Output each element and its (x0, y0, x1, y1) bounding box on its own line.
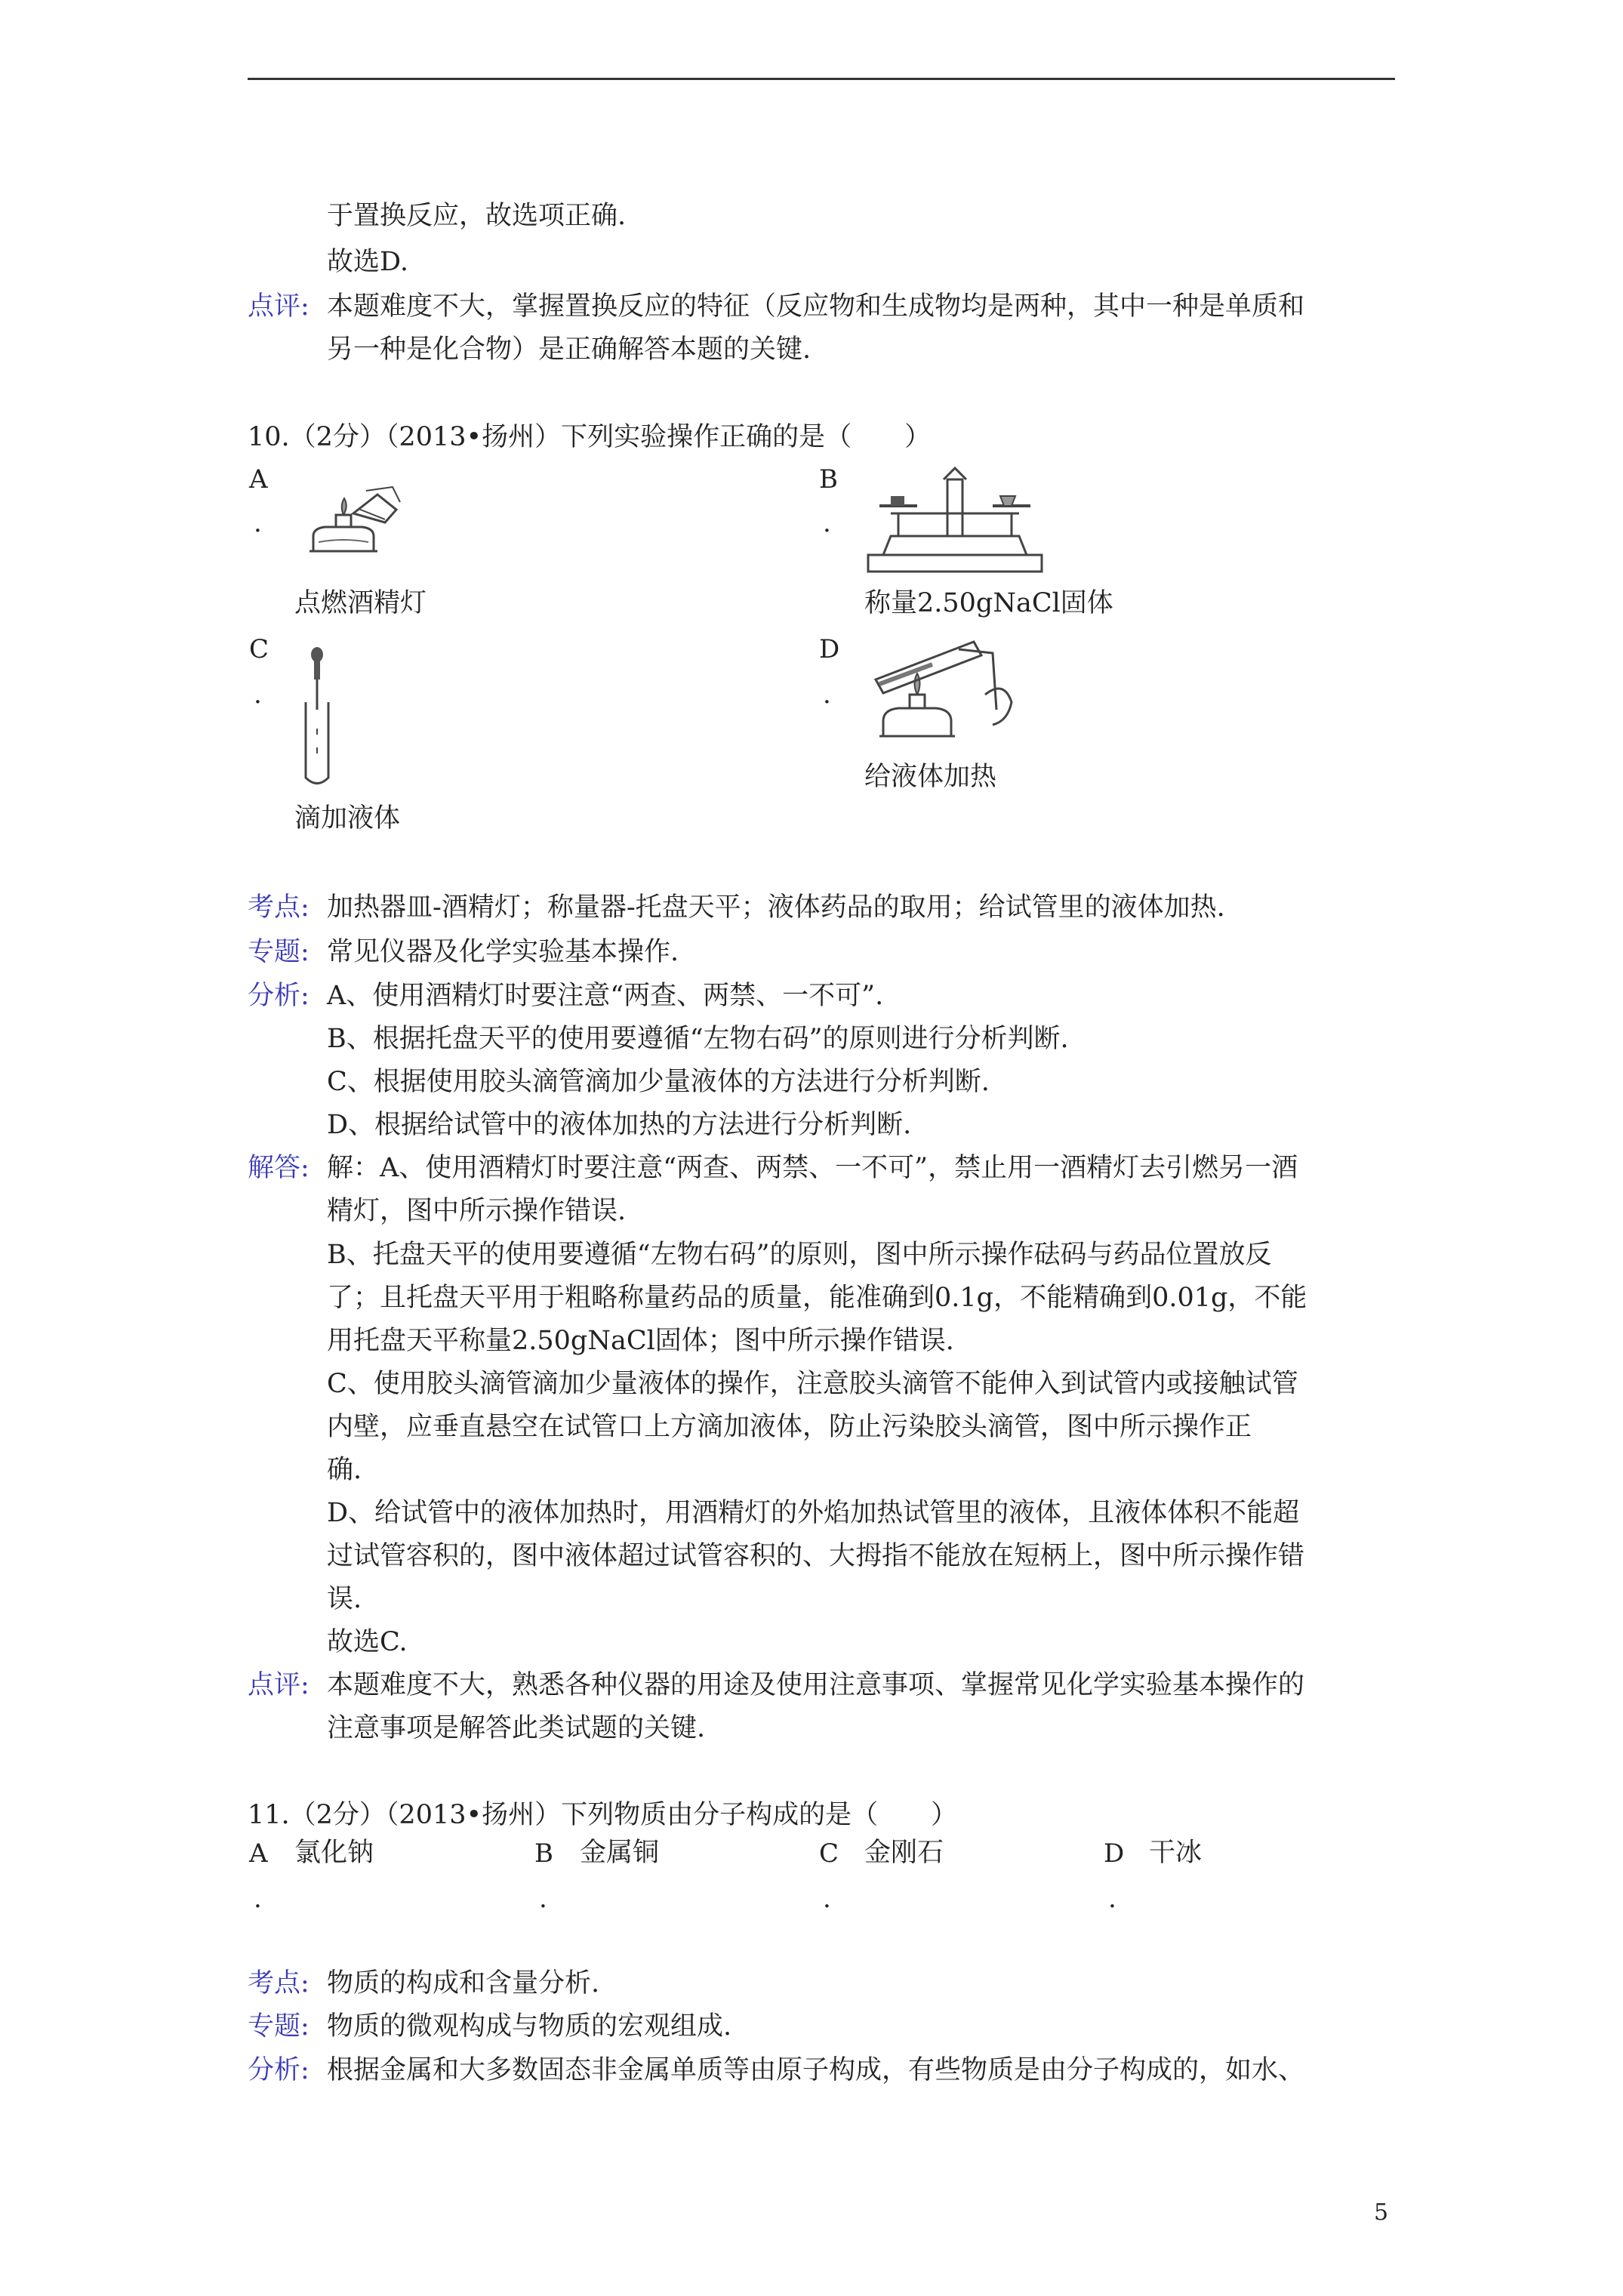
q10-jieda-line: D、给试管中的液体加热时，用酒精灯的外焰加热试管里的液体，且液体体积不能超 (327, 1498, 1300, 1528)
q10-option-d-dot: . (823, 680, 831, 710)
q10-jieda-line: 精灯，图中所示操作错误. (327, 1196, 627, 1226)
prev-comment-tag: 点评: (248, 291, 310, 322)
q10-jieda-line: 确. (327, 1455, 362, 1485)
q11-option-b-text: 金属铜 (580, 1838, 660, 1868)
q10-fenxi-line: D、根据给试管中的液体加热的方法进行分析判断. (327, 1110, 912, 1140)
dropper-test-tube-figure (298, 646, 336, 789)
q11-zhuanti: 物质的微观构成与物质的宏观组成. (327, 2011, 732, 2042)
alcohol-lamp-lighting-figure (294, 476, 408, 566)
balance-scale-figure (861, 464, 1049, 578)
q10-zhuanti: 常见仪器及化学实验基本操作. (327, 937, 679, 967)
q11-zhuanti-tag: 专题: (248, 2011, 310, 2042)
q11-title: 11.（2分）（2013•扬州）下列物质由分子构成的是（ ） (248, 1800, 958, 1830)
q10-jieda-tag: 解答: (248, 1153, 310, 1183)
q10-jieda-line: 误. (327, 1584, 362, 1614)
heating-liquid-figure (861, 634, 1019, 744)
q10-jieda-line: 用托盘天平称量2.50gNaCl固体；图中所示操作错误. (327, 1326, 954, 1356)
prev-comment-line-1: 本题难度不大，掌握置换反应的特征（反应物和生成物均是两种，其中一种是单质和 (327, 291, 1305, 322)
prev-line-1: 于置换反应，故选项正确. (327, 201, 627, 231)
page-number: 5 (1374, 2199, 1389, 2226)
q10-jieda-line: C、使用胶头滴管滴加少量液体的操作，注意胶头滴管不能伸入到试管内或接触试管 (327, 1369, 1298, 1399)
q10-fenxi-line: B、根据托盘天平的使用要遵循“左物右码”的原则进行分析判断. (327, 1024, 1069, 1054)
q10-option-c-letter: C (249, 634, 269, 664)
q10-fenxi-tag: 分析: (248, 981, 310, 1011)
q11-option-a-letter: A (249, 1838, 268, 1869)
q10-option-a-caption: 点燃酒精灯 (294, 588, 427, 618)
q11-option-a-text: 氯化钠 (294, 1838, 374, 1868)
q11-option-b-dot: . (539, 1884, 547, 1914)
q10-option-b-letter: B (819, 464, 838, 495)
q10-option-b-caption: 称量2.50gNaCl固体 (864, 588, 1113, 618)
q10-jieda-line: 解：A、使用酒精灯时要注意“两查、两禁、一不可”，禁止用一酒精灯去引燃另一酒 (327, 1153, 1298, 1183)
q10-dianping-line: 注意事项是解答此类试题的关键. (327, 1713, 706, 1743)
prev-line-2: 故选D. (327, 247, 408, 277)
q11-option-c-letter: C (819, 1838, 839, 1869)
q11-kaodian: 物质的构成和含量分析. (327, 1968, 600, 1999)
q11-option-c-text: 金刚石 (864, 1838, 944, 1868)
q10-dianping-line: 本题难度不大，熟悉各种仪器的用途及使用注意事项、掌握常见化学实验基本操作的 (327, 1670, 1305, 1700)
q10-jieda-line: B、托盘天平的使用要遵循“左物右码”的原则，图中所示操作砝码与药品位置放反 (327, 1240, 1272, 1270)
q10-option-a-dot: . (254, 508, 262, 538)
q11-option-c-dot: . (823, 1884, 831, 1914)
q10-jieda-line: 内壁，应垂直悬空在试管口上方滴加液体，防止污染胶头滴管，图中所示操作正 (327, 1412, 1252, 1442)
q11-option-d-letter: D (1104, 1838, 1125, 1869)
q11-option-d-text: 干冰 (1149, 1838, 1203, 1868)
header-rule (248, 78, 1395, 80)
q10-fenxi-line: A、使用酒精灯时要注意“两查、两禁、一不可”. (327, 981, 884, 1011)
q10-fenxi-line: C、根据使用胶头滴管滴加少量液体的方法进行分析判断. (327, 1067, 990, 1097)
q10-jieda-line: 故选C. (327, 1627, 408, 1657)
q10-option-b-dot: . (823, 508, 831, 538)
q10-jieda-line: 了；且托盘天平用于粗略称量药品的质量，能准确到0.1g，不能精确到0.01g，不能 (327, 1283, 1307, 1313)
q10-title: 10.（2分）（2013•扬州）下列实验操作正确的是（ ） (248, 422, 932, 452)
q10-zhuanti-tag: 专题: (248, 937, 310, 967)
q10-option-c-dot: . (254, 680, 262, 710)
q11-option-d-dot: . (1108, 1884, 1116, 1914)
q10-jieda-line: 过试管容积的，图中液体超过试管容积的、大拇指不能放在短柄上，图中所示操作错 (327, 1541, 1305, 1571)
q10-kaodian: 加热器皿-酒精灯；称量器-托盘天平；液体药品的取用；给试管里的液体加热. (327, 892, 1225, 923)
q10-option-a-letter: A (249, 464, 268, 495)
q11-option-a-dot: . (254, 1884, 262, 1914)
q10-option-c-caption: 滴加液体 (294, 803, 401, 834)
q11-option-b-letter: B (534, 1838, 553, 1869)
q10-kaodian-tag: 考点: (248, 892, 310, 923)
q10-option-d-caption: 给液体加热 (864, 762, 997, 792)
q11-fenxi: 根据金属和大多数固态非金属单质等由原子构成，有些物质是由分子构成的，如水、 (327, 2055, 1305, 2085)
prev-comment-line-2: 另一种是化合物）是正确解答本题的关键. (327, 334, 812, 365)
q10-option-d-letter: D (819, 634, 840, 664)
q11-fenxi-tag: 分析: (248, 2055, 310, 2085)
q11-kaodian-tag: 考点: (248, 1968, 310, 1999)
q10-dianping-tag: 点评: (248, 1670, 310, 1700)
